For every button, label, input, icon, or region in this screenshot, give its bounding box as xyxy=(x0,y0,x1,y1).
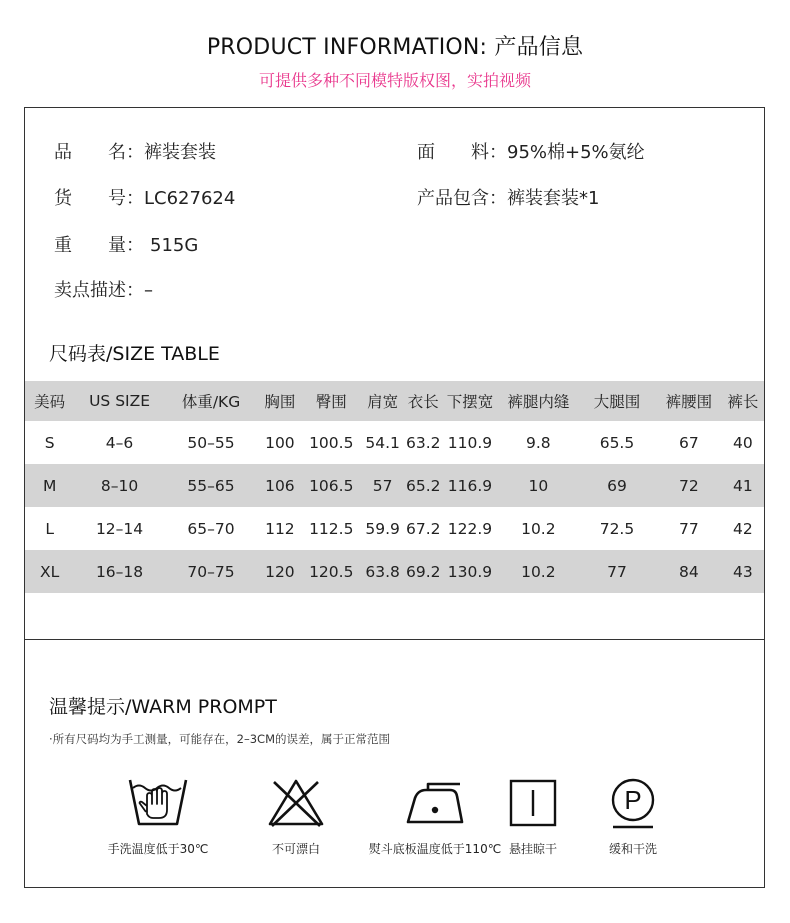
col-header: 大腿围 xyxy=(578,381,656,421)
info-sku-value: LC627624 xyxy=(144,188,236,209)
care-label: 熨斗底板温度低于110℃ xyxy=(368,842,502,856)
table-cell: 67 xyxy=(679,433,699,452)
info-includes xyxy=(417,184,599,210)
table-cell: 16–18 xyxy=(74,550,164,593)
table-cell: 65.5 xyxy=(599,433,635,452)
table-cell: 106.5 xyxy=(302,464,360,507)
table-cell: 43 xyxy=(722,550,764,593)
table-cell: L xyxy=(45,519,54,538)
hand-wash-icon xyxy=(127,776,189,830)
section-divider xyxy=(25,639,764,640)
table-cell: 65–70 xyxy=(187,519,235,538)
table-cell: 72 xyxy=(656,464,722,507)
table-row xyxy=(25,507,764,550)
warm-prompt-title: 温馨提示/WARM PROMPT xyxy=(49,696,277,718)
table-cell: 63.8 xyxy=(360,550,405,593)
info-weight-label: 重 量： xyxy=(54,235,144,256)
table-cell: 122.9 xyxy=(447,519,493,538)
table-cell: 8–10 xyxy=(74,464,164,507)
care-label: 缓和干洗 xyxy=(608,842,657,856)
table-cell: 55–65 xyxy=(165,464,258,507)
table-cell: 42 xyxy=(733,519,753,538)
info-name-label: 品 名： xyxy=(54,142,144,163)
gentle-dry-clean-icon xyxy=(602,776,664,830)
info-sku-label: 货 号： xyxy=(54,188,144,209)
table-cell: 40 xyxy=(733,433,753,452)
measurement-note: ·所有尺码均为手工测量，可能存在，2–3CM的误差，属于正常范围 xyxy=(49,732,390,746)
table-cell: 120.5 xyxy=(302,550,360,593)
product-info-panel xyxy=(24,107,765,888)
care-item-no-bleach xyxy=(226,776,366,857)
table-cell: 72.5 xyxy=(599,519,635,538)
line-dry-icon xyxy=(502,776,564,830)
table-cell: 10 xyxy=(499,464,578,507)
table-cell: 120 xyxy=(257,550,302,593)
col-header: 衣长 xyxy=(405,381,441,421)
care-label: 手洗温度低于30℃ xyxy=(107,842,209,856)
info-fabric-label: 面 料： xyxy=(417,142,507,163)
table-cell: XL xyxy=(25,550,74,593)
size-table-header xyxy=(25,381,764,421)
table-cell: 112 xyxy=(265,519,295,538)
info-weight-value: 515G xyxy=(150,235,199,256)
page-title: PRODUCT INFORMATION: 产品信息 xyxy=(206,35,584,60)
info-selling-label: 卖点描述： xyxy=(54,280,144,301)
iron-low-icon xyxy=(404,776,466,830)
table-cell: 77 xyxy=(679,519,699,538)
col-header: 裤腿内缝 xyxy=(499,381,578,421)
table-cell: 100 xyxy=(265,433,295,452)
size-table xyxy=(25,381,764,593)
table-cell: M xyxy=(25,464,74,507)
info-sku xyxy=(54,184,235,210)
table-cell: 130.9 xyxy=(441,550,499,593)
table-row xyxy=(25,464,764,507)
table-cell: 57 xyxy=(360,464,405,507)
table-cell: 41 xyxy=(722,464,764,507)
table-cell: 69 xyxy=(578,464,656,507)
col-header: 裤长 xyxy=(722,381,764,421)
info-selling-value: – xyxy=(144,280,153,301)
info-weight xyxy=(54,231,198,257)
info-includes-label: 产品包含： xyxy=(417,188,507,209)
info-name-value: 裤装套装 xyxy=(144,142,216,163)
table-row xyxy=(25,550,764,593)
care-item-hand-wash xyxy=(88,776,228,857)
table-cell: 116.9 xyxy=(441,464,499,507)
table-cell: 69.2 xyxy=(405,550,441,593)
table-cell: 112.5 xyxy=(309,519,354,538)
table-cell: S xyxy=(44,433,55,452)
info-fabric xyxy=(417,138,645,164)
table-cell: 63.2 xyxy=(405,433,441,452)
table-cell: 50–55 xyxy=(187,433,235,452)
care-label: 不可漂白 xyxy=(271,842,320,856)
no-bleach-icon xyxy=(265,776,327,830)
table-cell: 10.2 xyxy=(521,519,556,538)
size-table-title: 尺码表/SIZE TABLE xyxy=(49,343,220,365)
care-label: 悬挂晾干 xyxy=(508,842,557,856)
info-selling xyxy=(54,276,153,302)
col-header: 美码 xyxy=(25,381,74,421)
svg-text:P: P xyxy=(624,785,642,815)
table-cell: 59.9 xyxy=(365,519,400,538)
info-fabric-value: 95%棉+5%氨纶 xyxy=(507,142,645,163)
col-header: US SIZE xyxy=(74,381,164,421)
page-subtitle: 可提供多种不同模特版权图，实拍视频 xyxy=(258,71,531,90)
table-cell: 77 xyxy=(578,550,656,593)
table-cell: 84 xyxy=(656,550,722,593)
col-header: 下摆宽 xyxy=(441,381,499,421)
table-cell: 110.9 xyxy=(447,433,493,452)
info-name xyxy=(54,138,216,164)
col-header: 臀围 xyxy=(302,381,360,421)
col-header: 肩宽 xyxy=(360,381,405,421)
col-header: 胸围 xyxy=(257,381,302,421)
table-cell: 9.8 xyxy=(526,433,551,452)
table-row xyxy=(25,421,764,464)
table-cell: 100.5 xyxy=(309,433,354,452)
col-header: 体重/KG xyxy=(165,381,258,421)
table-cell: 54.1 xyxy=(365,433,400,452)
table-cell: 65.2 xyxy=(405,464,441,507)
info-includes-value: 裤装套装*1 xyxy=(507,188,600,209)
care-item-dry-clean xyxy=(563,776,703,857)
col-header: 裤腰围 xyxy=(656,381,722,421)
table-cell: 12–14 xyxy=(95,519,144,538)
table-cell: 4–6 xyxy=(105,433,134,452)
table-cell: 106 xyxy=(257,464,302,507)
table-cell: 70–75 xyxy=(165,550,258,593)
table-cell: 67.2 xyxy=(405,519,441,538)
table-cell: 10.2 xyxy=(499,550,578,593)
